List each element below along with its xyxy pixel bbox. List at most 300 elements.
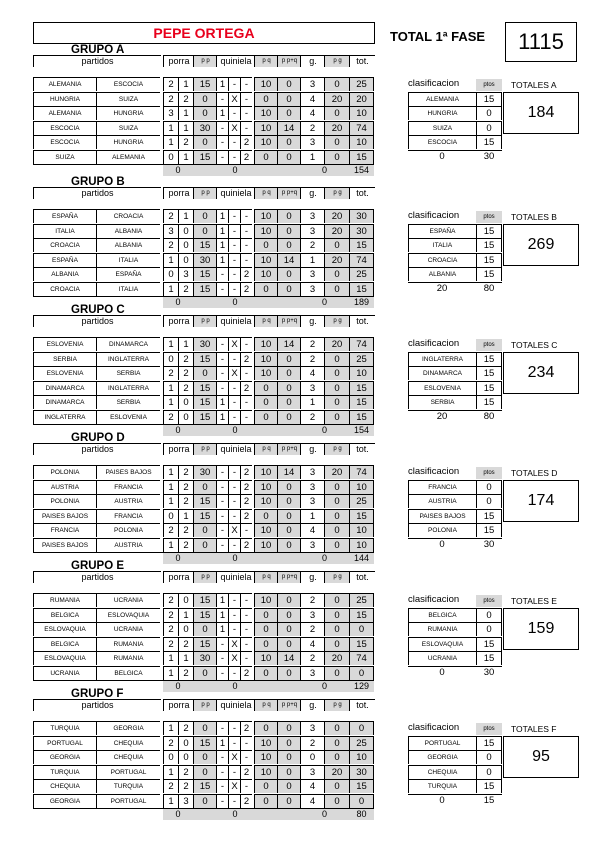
match-cell: HUNGRIA [33,92,96,106]
match-cell: CROACIA [33,282,96,296]
match-cell: X [228,366,240,380]
match-cell: 25 [349,352,374,366]
match-cell: 0 [254,381,277,395]
match-cell: POLONIA [33,465,96,479]
clasificacion-points: 0 [476,494,502,508]
match-cell: - [216,465,228,479]
match-cell: 3 [300,494,324,508]
match-cell: 15 [193,267,216,281]
match-cell: - [228,106,240,120]
match-cell: 10 [254,523,277,537]
group-totals-label: TOTALES F [511,724,557,734]
match-cell: 0 [277,622,300,636]
match-cell: 2 [163,366,178,380]
group-title: GRUPO C [71,304,125,316]
header-g: g. [300,699,325,711]
match-cell: 0 [277,593,300,607]
header-tot: tot. [349,187,375,199]
match-cell: 74 [349,253,374,267]
match-cell: INGLATERRA [96,352,160,366]
match-cell: 10 [349,106,374,120]
header-porra: porra [163,187,194,199]
match-cell: 10 [254,651,277,665]
match-cell: 1 [178,209,193,223]
match-cell: AUSTRIA [96,494,160,508]
match-cell: - [228,794,240,808]
match-cell: 74 [349,651,374,665]
goles-total: 0 [300,165,349,176]
match-cell: - [228,721,240,735]
porra-total: 0 [163,553,193,564]
clasificacion-team: ALBANIA [408,267,476,281]
clasificacion-team: DINAMARCA [408,366,476,380]
match-cell: 20 [324,209,349,223]
match-cell: 0 [277,150,300,164]
match-cell: 10 [349,523,374,537]
player-name: PEPE ORTEGA [33,22,375,44]
match-cell: 2 [178,637,193,651]
match-cell: - [228,135,240,149]
match-cell: 0 [178,736,193,750]
match-cell: - [216,651,228,665]
group-totals-value: 95 [503,736,579,778]
clasificacion-team: ESLOVAQUIA [408,637,476,651]
porra-total: 0 [163,425,193,436]
match-cell: 3 [300,77,324,91]
match-cell: 2 [163,523,178,537]
header-quiniela: quiniela [216,315,255,327]
match-cell: 10 [254,106,277,120]
match-row [33,121,406,135]
header-partidos: partidos [33,55,161,67]
match-cell: ESLOVENIA [96,410,160,424]
match-cell: - [240,750,252,764]
goles-total: 0 [300,553,349,564]
match-cell: 0 [163,267,178,281]
match-cell: 0 [254,282,277,296]
match-cell: 3 [300,465,324,479]
match-cell: 20 [324,253,349,267]
clasificacion-points: 15 [476,366,502,380]
group-d [33,432,578,563]
match-cell: 74 [349,121,374,135]
match-cell: 2 [163,637,178,651]
match-cell: 1 [178,608,193,622]
match-cell: 2 [178,92,193,106]
match-cell: 0 [277,779,300,793]
match-cell: 2 [178,666,193,680]
match-cell: PAISES BAJOS [33,538,96,552]
group-totals-value: 269 [503,224,579,266]
match-cell: 15 [349,282,374,296]
match-row [33,750,406,764]
match-cell: X [228,523,240,537]
match-cell: 0 [193,721,216,735]
match-cell: - [228,150,240,164]
match-cell: 0 [324,622,349,636]
match-cell: 1 [300,150,324,164]
clasificacion-points: 0 [476,750,502,764]
match-cell: 0 [277,410,300,424]
match-cell: 10 [254,253,277,267]
match-cell: 2 [178,523,193,537]
match-cell: RUMANIA [96,637,160,651]
match-cell: 2 [178,721,193,735]
match-cell: 10 [254,135,277,149]
match-cell: 10 [254,465,277,479]
match-row [33,238,406,252]
match-cell: 0 [254,238,277,252]
match-cell: - [216,267,228,281]
match-cell: 15 [349,410,374,424]
match-cell: FRANCIA [33,523,96,537]
match-cell: 0 [254,637,277,651]
match-cell: 10 [254,337,277,351]
match-cell: 1 [163,480,178,494]
clasificacion-points: 15 [476,238,502,252]
match-cell: - [228,538,240,552]
match-cell: ESLOVAQUIA [33,651,96,665]
header-partidos: partidos [33,315,161,327]
match-cell: 1 [178,77,193,91]
header-quiniela: quiniela [216,571,255,583]
group-totals-label: TOTALES A [511,80,557,90]
match-cell: PORTUGAL [33,736,96,750]
header-pp: p p [193,571,217,583]
match-row [33,395,406,409]
match-cell: 1 [163,721,178,735]
match-row [33,523,406,537]
match-cell: 15 [193,509,216,523]
clasificacion-team: ESLOVENIA [408,381,476,395]
clasificacion-foot-right: 15 [483,794,495,806]
clasificacion-team: CROACIA [408,253,476,267]
match-cell: 3 [300,721,324,735]
header-pq: p q [254,55,278,67]
match-cell: 0 [254,509,277,523]
match-cell: ESCOCIA [96,77,160,91]
match-cell: 10 [254,366,277,380]
match-cell: 0 [324,593,349,607]
match-cell: 0 [349,721,374,735]
clasificacion-team: BELGICA [408,608,476,622]
header-pp: p p [193,443,217,455]
match-cell: - [228,509,240,523]
match-cell: 74 [349,465,374,479]
header-tot: tot. [349,55,375,67]
match-cell: 15 [349,395,374,409]
clasificacion-points: 0 [476,480,502,494]
match-cell: 15 [193,736,216,750]
match-row [33,666,406,680]
match-row [33,538,406,552]
match-cell: AUSTRIA [33,480,96,494]
clasificacion-points: 15 [476,523,502,537]
header-g: g. [300,55,325,67]
match-cell: 0 [277,77,300,91]
match-cell: 0 [324,637,349,651]
match-cell: 1 [216,224,228,238]
match-cell: 10 [254,736,277,750]
group-e [33,560,578,691]
match-cell: 0 [277,509,300,523]
match-cell: UCRANIA [96,593,160,607]
match-cell: 1 [163,135,178,149]
match-cell: 0 [254,410,277,424]
match-cell: 10 [254,77,277,91]
match-cell: 2 [178,135,193,149]
clasificacion-points: 15 [476,224,502,238]
match-cell: 1 [163,666,178,680]
header-pg: p g [324,187,350,199]
match-cell: 2 [178,282,193,296]
ptos-header: ptos [476,211,502,223]
match-cell: 0 [193,366,216,380]
match-cell: - [216,666,228,680]
match-cell: 0 [277,92,300,106]
match-row [33,721,406,735]
match-cell: DINAMARCA [33,381,96,395]
match-cell: 0 [254,622,277,636]
match-cell: SUIZA [33,150,96,164]
match-cell: 3 [300,135,324,149]
match-cell: SERBIA [33,352,96,366]
clasificacion-foot-left: 20 [436,282,448,294]
match-cell: - [228,253,240,267]
clasificacion-foot-left: 0 [439,538,445,550]
match-cell: 1 [178,509,193,523]
group-total: 129 [349,681,374,692]
match-cell: 2 [240,538,252,552]
clasificacion-team: UCRANIA [408,651,476,665]
clasificacion-foot-right: 30 [483,666,495,678]
match-cell: 25 [349,736,374,750]
match-cell: - [228,765,240,779]
match-cell: 3 [300,538,324,552]
match-cell: 0 [277,224,300,238]
match-cell: FRANCIA [96,509,160,523]
match-cell: 10 [254,352,277,366]
header-pq: p q [254,315,278,327]
match-cell: 10 [254,765,277,779]
match-cell: 20 [324,92,349,106]
match-cell: 20 [324,224,349,238]
match-cell: 15 [193,282,216,296]
match-cell: 25 [349,77,374,91]
match-cell: 0 [277,366,300,380]
match-cell: 1 [216,209,228,223]
match-cell: - [228,352,240,366]
match-cell: 4 [300,366,324,380]
header-porra: porra [163,571,194,583]
match-cell: 2 [240,480,252,494]
clasificacion-points: 15 [476,651,502,665]
match-cell: X [228,121,240,135]
clasificacion-header: clasificacion [408,593,460,605]
match-cell: 0 [193,92,216,106]
match-cell: GEORGIA [33,750,96,764]
match-cell: BELGICA [33,637,96,651]
match-cell: 1 [178,337,193,351]
quiniela-total: 0 [216,165,254,176]
match-cell: - [240,395,252,409]
match-cell: - [216,765,228,779]
match-cell: 0 [193,135,216,149]
match-cell: 0 [324,106,349,120]
match-cell: 0 [254,395,277,409]
match-cell: - [228,209,240,223]
header-ppq: p p+q [277,187,301,199]
clasificacion-foot-left: 0 [439,794,445,806]
match-cell: 0 [193,106,216,120]
match-cell: 0 [178,395,193,409]
match-cell: - [228,238,240,252]
match-cell: 0 [349,794,374,808]
match-cell: - [216,750,228,764]
match-cell: 0 [277,608,300,622]
header-tot: tot. [349,443,375,455]
header-pq: p q [254,443,278,455]
match-cell: ESLOVAQUIA [33,622,96,636]
match-cell: - [228,494,240,508]
match-cell: 15 [193,779,216,793]
match-cell: - [240,410,252,424]
group-totals-value: 184 [503,92,579,134]
group-f [33,688,578,819]
match-cell: 0 [277,381,300,395]
clasificacion-points: 15 [476,352,502,366]
match-cell: - [216,135,228,149]
clasificacion-points: 15 [476,736,502,750]
header-pq: p q [254,699,278,711]
match-cell: 1 [216,106,228,120]
match-cell: 2 [178,779,193,793]
match-row [33,651,406,665]
goles-total: 0 [300,425,349,436]
header-porra: porra [163,699,194,711]
clasificacion-header: clasificacion [408,721,460,733]
match-cell: 4 [300,779,324,793]
match-cell: 2 [240,765,252,779]
match-row [33,92,406,106]
match-cell: 0 [324,736,349,750]
match-cell: 30 [349,765,374,779]
clasificacion-team: PORTUGAL [408,736,476,750]
match-cell: 1 [178,106,193,120]
clasificacion-team: ESCOCIA [408,135,476,149]
match-cell: DINAMARCA [33,395,96,409]
header-pp: p p [193,55,217,67]
match-row [33,381,406,395]
match-cell: 0 [324,608,349,622]
header-ppq: p p+q [277,571,301,583]
match-cell: 0 [254,92,277,106]
header-ppq: p p+q [277,315,301,327]
match-row [33,337,406,351]
match-row [33,253,406,267]
match-cell: 0 [277,282,300,296]
match-cell: 0 [163,352,178,366]
match-cell: 2 [163,209,178,223]
match-cell: 10 [254,538,277,552]
match-cell: - [240,608,252,622]
match-row [33,494,406,508]
header-partidos: partidos [33,187,161,199]
header-ppq: p p+q [277,443,301,455]
match-cell: 1 [178,150,193,164]
match-cell: - [240,622,252,636]
match-row [33,410,406,424]
match-cell: 0 [277,736,300,750]
match-cell: 10 [254,750,277,764]
match-cell: 3 [300,765,324,779]
match-cell: 4 [300,523,324,537]
match-cell: 15 [193,381,216,395]
match-cell: - [240,366,252,380]
match-cell: 2 [163,92,178,106]
match-cell: - [228,666,240,680]
match-cell: 4 [300,794,324,808]
match-cell: 15 [193,494,216,508]
match-cell: RUMANIA [96,651,160,665]
match-cell: 0 [193,209,216,223]
match-cell: - [216,779,228,793]
clasificacion-foot-right: 30 [483,538,495,550]
clasificacion-points: 0 [476,121,502,135]
match-cell: 0 [277,267,300,281]
header-tot: tot. [349,315,375,327]
match-cell: 0 [324,77,349,91]
match-cell: - [240,238,252,252]
header-pq: p q [254,187,278,199]
match-cell: 0 [277,209,300,223]
match-cell: 15 [349,150,374,164]
match-cell: 0 [324,238,349,252]
match-cell: 0 [324,410,349,424]
match-cell: 0 [178,238,193,252]
match-cell: 20 [349,92,374,106]
ptos-header: ptos [476,467,502,479]
clasificacion-points: 0 [476,608,502,622]
quiniela-total: 0 [216,425,254,436]
match-cell: BELGICA [33,608,96,622]
match-cell: - [240,92,252,106]
match-cell: 10 [349,538,374,552]
match-cell: 15 [193,593,216,607]
match-cell: 2 [240,282,252,296]
match-row [33,267,406,281]
match-cell: TURQUIA [33,721,96,735]
match-cell: 2 [240,494,252,508]
match-cell: 2 [240,352,252,366]
match-cell: TURQUIA [96,779,160,793]
match-cell: 0 [178,224,193,238]
clasificacion-header: clasificacion [408,337,460,349]
match-cell: 0 [277,637,300,651]
match-cell: - [228,736,240,750]
header-pg: p g [324,315,350,327]
match-cell: TURQUIA [33,765,96,779]
match-cell: 0 [254,794,277,808]
porra-total: 0 [163,297,193,308]
match-cell: AUSTRIA [96,538,160,552]
clasificacion-team: PAISES BAJOS [408,509,476,523]
match-cell: 0 [193,750,216,764]
match-cell: 1 [216,395,228,409]
group-a [33,44,578,175]
match-cell: 2 [300,593,324,607]
group-title: GRUPO A [71,44,125,56]
